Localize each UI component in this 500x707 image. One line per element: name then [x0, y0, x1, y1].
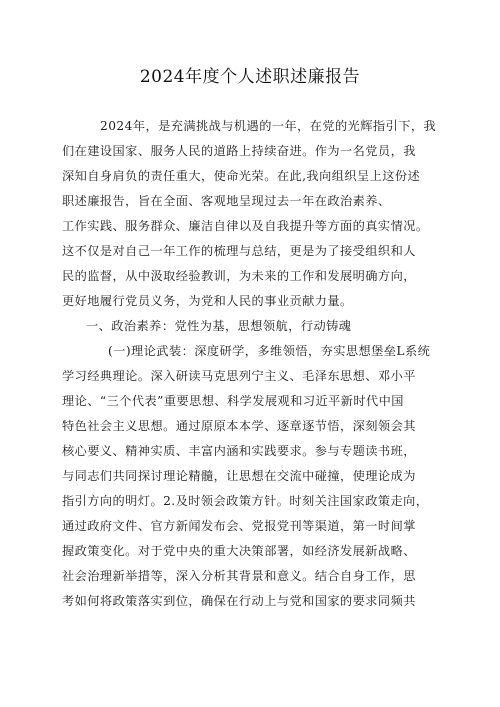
body-line: 理论、“三个代表”重要思想、科学发展观和习近平新时代中国 [62, 394, 404, 408]
body-line: 核心要义、精神实质、丰富内涵和实践要求。参与专题读书班， [62, 444, 416, 458]
body-line: 2024年，是充满挑战与机遇的一年，在党的光辉指引下，我 [100, 119, 437, 133]
body-line: 指引方向的明灯。2.及时领会政策方针。时刻关注国家政策走向， [62, 494, 429, 508]
body-line: 特色社会主义思想。通过原原本本学、逐章逐节悟，深刻领会其 [62, 419, 416, 433]
body-line: 通过政府文件、官方新闻发布会、党报党刊等渠道，第一时间掌 [62, 519, 416, 533]
body-line: 与同志们共同探讨理论精髓，让思想在交流中碰撞，使理论成为 [62, 469, 416, 483]
body-line: 握政策变化。对于党中央的重大决策部署，如经济发展新战略、 [62, 544, 416, 558]
body-line: 深知自身肩负的责任重大，使命光荣。在此,我向组织呈上这份述 [62, 169, 421, 183]
subsection-heading: (一)理论武装：深度研学，多维领悟，夯实思想堡垒L系统 [108, 344, 431, 358]
body-line: 更好地履行党员义务，为党和人民的事业贡献力量。 [62, 294, 353, 308]
body-line: 工作实践、服务群众、廉洁自律以及自我提升等方面的真实情况。 [62, 219, 429, 233]
document-title: 2024年度个人述职述廉报告 [139, 67, 361, 87]
section-heading: 一、政治素养：党性为基，思想领航，行动铸魂 [86, 319, 352, 333]
body-line: 学习经典理论。深入研读马克思列宁主义、毛泽东思想、邓小平 [62, 369, 416, 383]
body-line: 们在建设国家、服务人民的道路上持续奋进。作为一名党员，我 [62, 144, 416, 158]
body-line: 考如何将政策落实到位，确保在行动上与党和国家的要求同频共 [62, 594, 416, 608]
body-line: 社会治理新举措等，深入分析其背景和意义。结合自身工作，思 [62, 569, 416, 583]
body-line: 民的监督，从中汲取经验教训，为未来的工作和发展明确方向， [62, 269, 416, 283]
body-line: 职述廉报告，旨在全面、客观地呈现过去一年在政治素养、 [62, 194, 391, 208]
body-line: 这不仅是对自己一年工作的梳理与总结，更是为了接受组织和人 [62, 244, 416, 258]
